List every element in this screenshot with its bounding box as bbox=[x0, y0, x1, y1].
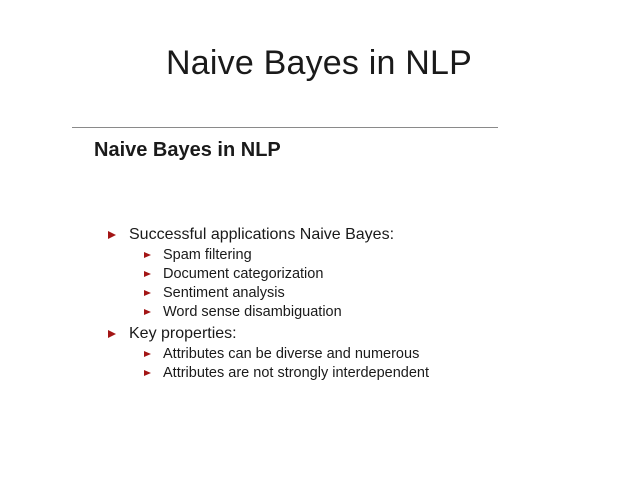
triangle-bullet-icon bbox=[144, 309, 151, 315]
sub-bullet-item bbox=[108, 265, 429, 284]
divider-line bbox=[72, 127, 498, 128]
embedded-slide bbox=[72, 127, 498, 407]
sub-bullet-item bbox=[108, 345, 429, 364]
triangle-bullet-icon bbox=[144, 351, 151, 357]
bullet-group bbox=[108, 223, 429, 322]
sub-bullet-text: Spam filtering bbox=[163, 247, 252, 263]
sub-bullet-item bbox=[108, 303, 429, 322]
sub-bullet-text: Document categorization bbox=[163, 266, 324, 282]
triangle-bullet-icon bbox=[144, 290, 151, 296]
sub-bullet-text: Word sense disambiguation bbox=[163, 304, 342, 320]
triangle-bullet-icon bbox=[144, 370, 151, 376]
bullet-group bbox=[108, 322, 429, 383]
sub-bullet-text: Sentiment analysis bbox=[163, 285, 285, 301]
bullet-item bbox=[108, 223, 429, 246]
bullet-list bbox=[108, 223, 429, 383]
bullet-text: Successful applications Naive Bayes: bbox=[129, 226, 395, 243]
sub-bullet-item bbox=[108, 364, 429, 383]
bullet-text: Key properties: bbox=[129, 325, 237, 342]
triangle-bullet-icon bbox=[144, 252, 151, 258]
triangle-bullet-icon bbox=[108, 231, 116, 239]
sub-bullet-list bbox=[108, 345, 429, 383]
sub-bullet-text: Attributes can be diverse and numerous bbox=[163, 346, 420, 362]
sub-bullet-item bbox=[108, 246, 429, 265]
sub-bullet-list bbox=[108, 246, 429, 322]
sub-bullet-item bbox=[108, 284, 429, 303]
bullet-item bbox=[108, 322, 429, 345]
slide-title: Naive Bayes in NLP bbox=[166, 44, 472, 82]
sub-bullet-text: Attributes are not strongly interdependent bbox=[163, 365, 429, 381]
embedded-slide-title: Naive Bayes in NLP bbox=[94, 139, 281, 161]
triangle-bullet-icon bbox=[108, 330, 116, 338]
triangle-bullet-icon bbox=[144, 271, 151, 277]
